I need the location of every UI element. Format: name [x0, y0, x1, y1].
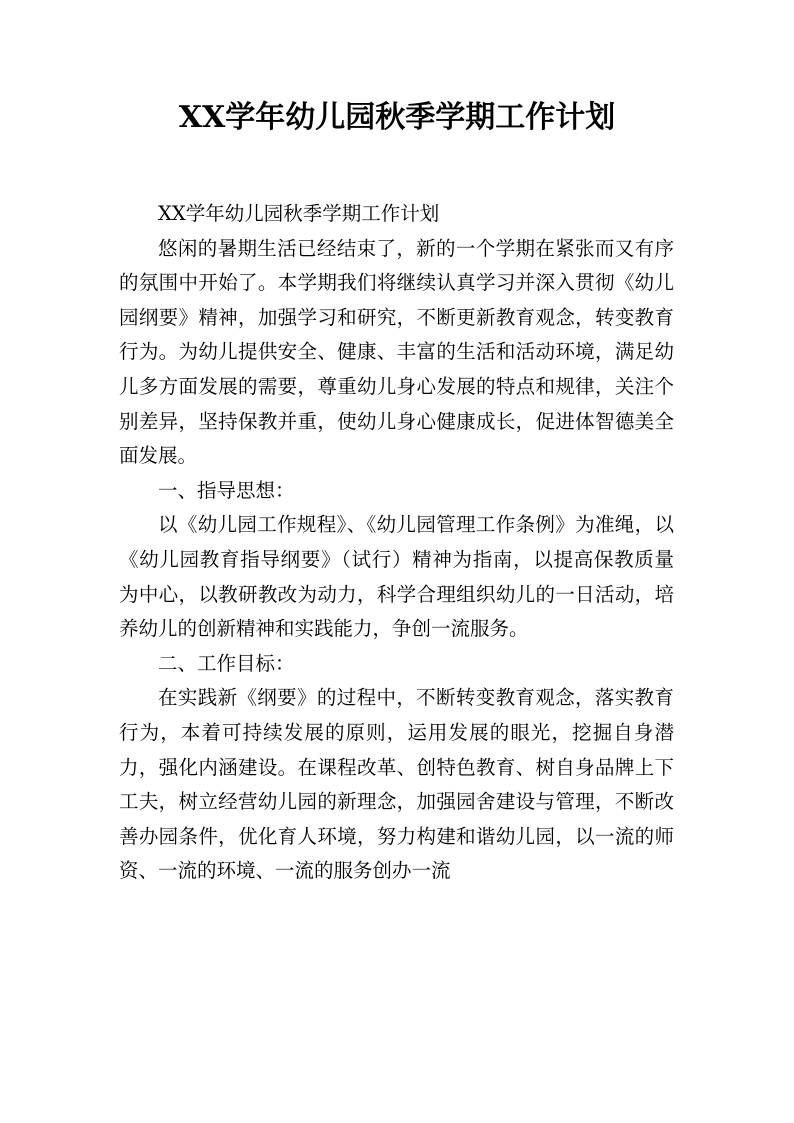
- subtitle-paragraph: XX学年幼儿园秋季学期工作计划: [158, 202, 440, 225]
- intro-paragraph: 悠闲的暑期生活已经结束了，新的一个学期在紧张而又有序的氛围中开始了。本学期我们将继续认真学习并深入贯彻《幼儿园纲要》精神，加强学习和研究，不断更新教育观念，转变教育行为。为幼儿提供安全、健康、丰富的生活和活动环境，满足幼儿多方面发展的需要，尊重幼儿身心发展的特点和规律，关注个别差异，坚持保教并重，使幼儿身心健康成长，促进体智德美全面发展。: [119, 236, 674, 468]
- guiding-ideology-paragraph: 以《幼儿园工作规程》、《幼儿园管理工作条例》为准绳，以《幼儿园教育指导纲要》（试行）精神为指南，以提高保教质量为中心，以教研教改为动力，科学合理组织幼儿的一日活动，培养幼儿的创新精神和实践能力，争创一流服务。: [119, 513, 674, 641]
- work-goals-paragraph: 在实践新《纲要》的过程中，不断转变教育观念，落实教育行为，本着可持续发展的原则，运用发展的眼光，挖掘自身潜力，强化内涵建设。在课程改革、创特色教育、树自身品牌上下工夫，树立经营幼儿园的新理念，加强园舍建设与管理，不断改善办园条件，优化育人环境，努力构建和谐幼儿园，以一流的师资、一流的环境、一流的服务创办一流: [119, 686, 674, 883]
- document-title: XX学年幼儿园秋季学期工作计划: [178, 100, 616, 135]
- document-body: [119, 197, 674, 889]
- section-heading-guiding-ideology: 一、指导思想：: [158, 478, 295, 502]
- section-heading-work-goals: 二、工作目标：: [158, 651, 295, 675]
